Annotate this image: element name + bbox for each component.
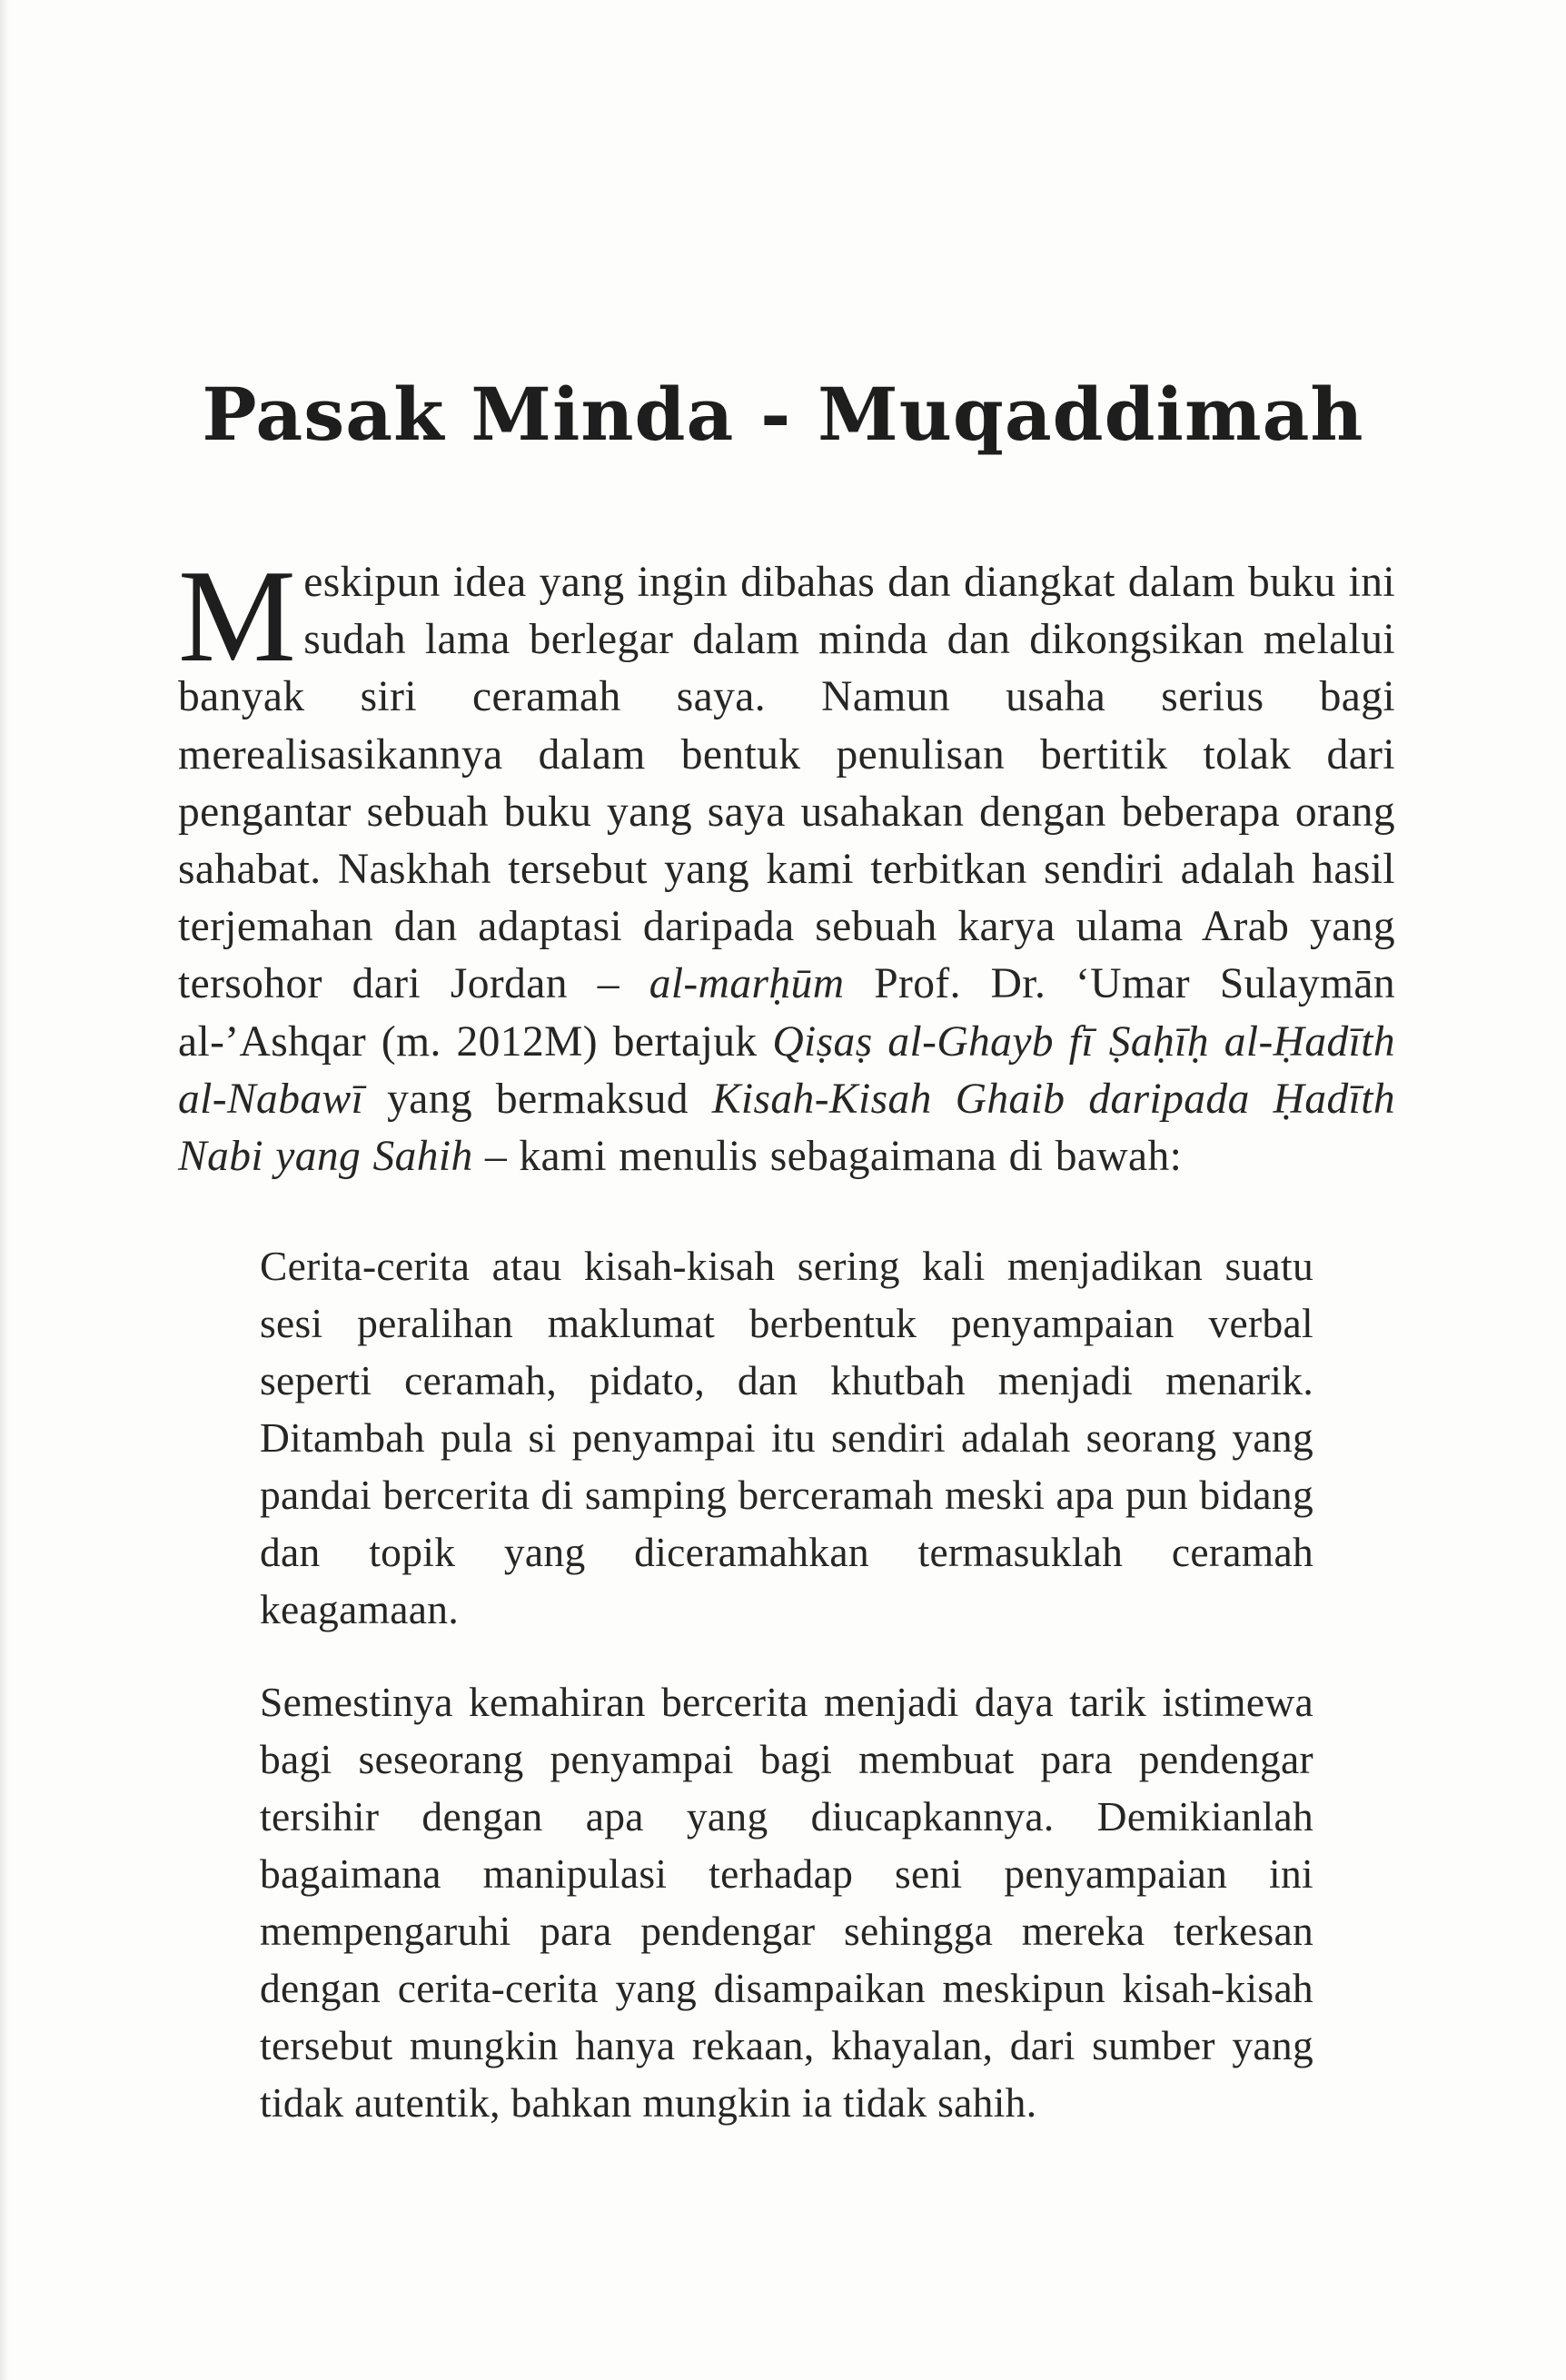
book-title-arabic: Qiṣaṣ al-Ghayb fī Ṣaḥīḥ al-Ḥadīth al-Nabawī [178, 1017, 1396, 1123]
intro-text-part-2: Prof. Dr. ‘Umar Sulaymān al-’Ashqar (m. 2012M) bertajuk [178, 960, 1395, 1066]
term-al-marhum: al-marḥūm [649, 960, 845, 1008]
block-quote-paragraph-1: Cerita-cerita atau kisah-kisah sering kali menjadikan suatu sesi peralihan maklumat berbentuk penyampaian verbal seperti ceramah, pidato, dan khutbah menjadi menarik. Ditambah pula si penyampai itu sendiri adalah seorang yang pandai bercerita di samping berceramah meski apa pun bidang dan topik yang diceramahkan termasuklah ceramah keagamaan. [260, 1243, 1313, 1632]
intro-text-part-4: – kami menulis sebagaimana di bawah: [472, 1133, 1183, 1181]
intro-text-part-3: yang bermaksud [363, 1075, 712, 1123]
drop-cap-letter: M [178, 542, 297, 689]
book-title-malay: Kisah-Kisah Ghaib daripada Ḥadīth Nabi yang Sahih [178, 1075, 1395, 1181]
chapter-title: Pasak Minda - Muqaddimah [202, 372, 1364, 457]
block-quote-paragraph-2: Semestinya kemahiran bercerita menjadi daya tarik istimewa bagi seseorang penyampai bagi membuat para pendengar tersihir dengan apa yang diucapkannya. Demikianlah bagaimana manipulasi terhadap seni penyampaian ini mempengaruhi para pendengar sehingga mereka terkesan dengan cerita-cerita yang disampaikan meskipun kisah-kisah tersebut mungkin hanya rekaan, khayalan, dari sumber yang tidak autentik, bahkan mungkin ia tidak sahih. [260, 1679, 1313, 2126]
page-edge-shadow [0, 0, 9, 2380]
intro-paragraph [178, 542, 1396, 1185]
intro-text-part-1: eskipun idea yang ingin dibahas dan diangkat dalam buku ini sudah lama berlegar dalam minda dan dikongsikan melalui banyak siri ceramah saya. Namun usaha serius bagi merealisasikannya dalam bentuk penulisan bertitik tolak dari pengantar sebuah buku yang saya usahakan dengan beberapa orang sahabat. Naskhah tersebut yang kami terbitkan sendiri adalah hasil terjemahan dan adaptasi daripada sebuah karya ulama Arab yang tersohor dari Jordan – [178, 559, 1395, 1008]
